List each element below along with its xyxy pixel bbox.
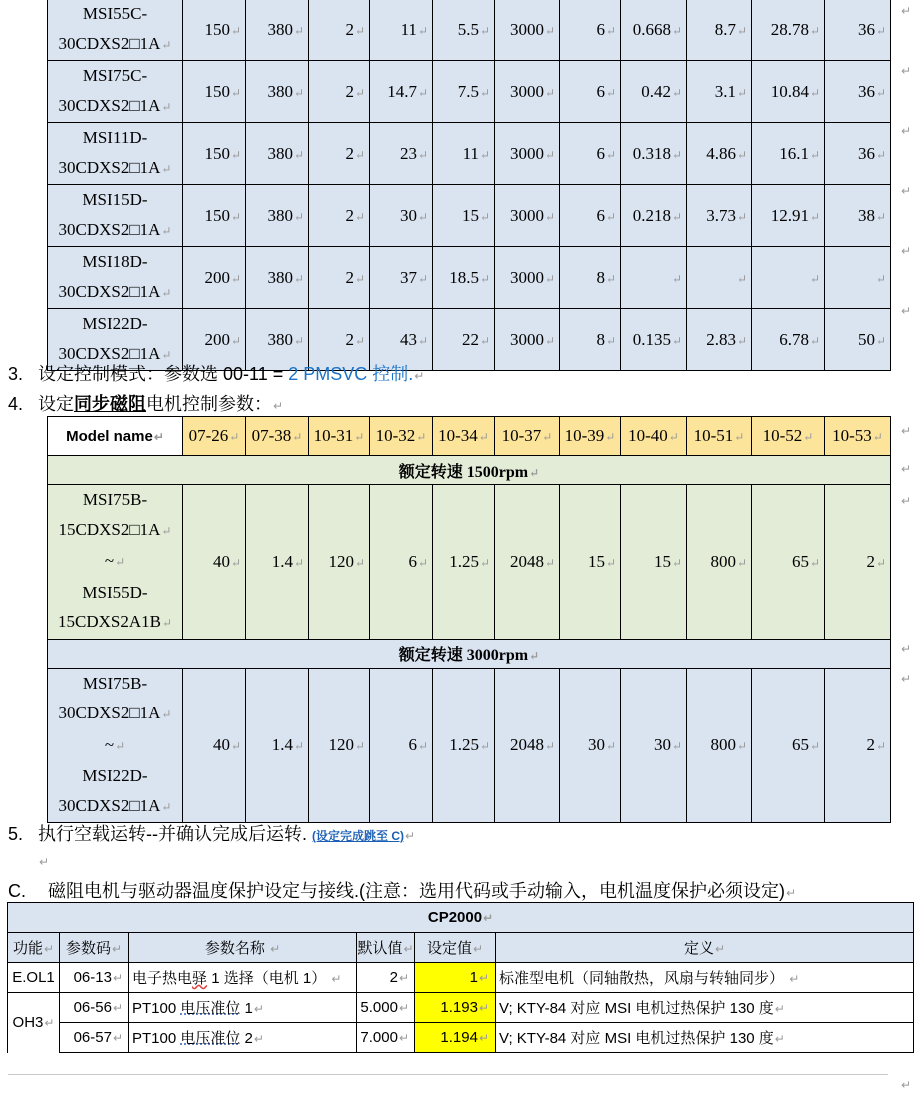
table-row	[48, 61, 891, 123]
col-header-param: 10-34↵	[433, 417, 495, 456]
default-cell: 2↵	[357, 963, 415, 993]
model-name-cell: MSI55C- 30CDXS2□1A↵	[48, 0, 183, 61]
value-cell: 2↵	[309, 123, 370, 185]
value-cell: 6↵	[370, 485, 433, 640]
value-cell: 200↵	[183, 309, 246, 371]
value-cell: 380↵	[246, 0, 309, 61]
value-cell: 30↵	[370, 185, 433, 247]
value-cell: 6↵	[560, 123, 621, 185]
value-cell: 2↵	[309, 247, 370, 309]
value-cell: 8↵	[560, 247, 621, 309]
step-4-number: 4.	[8, 394, 24, 414]
value-cell: 38↵	[825, 185, 891, 247]
step-3-text: 设定控制模式：参数选 00-11 =	[38, 364, 289, 384]
step-3: 3. 设定控制模式：参数选 00-11 = 2 PMSVC 控制.↵	[8, 364, 425, 384]
value-cell: 3000↵	[495, 247, 560, 309]
definition-cell: V; KTY-84 对应 MSI 电机过热保护 130 度↵	[496, 993, 914, 1023]
value-cell: 150↵	[183, 123, 246, 185]
value-cell: 3.73↵	[687, 185, 752, 247]
value-cell: 15↵	[560, 485, 621, 640]
model-name-cell: MSI15D- 30CDXS2□1A↵	[48, 185, 183, 247]
value-cell: 2↵	[825, 485, 891, 640]
col-header-param-name: 参数名称 ↵	[129, 933, 357, 963]
section-c-letter: C.	[8, 881, 26, 901]
step-4-text-post: 电机控制参数：	[146, 394, 272, 414]
value-cell: 0.42↵	[621, 61, 687, 123]
value-cell: ↵	[825, 247, 891, 309]
col-header-param: 10-37↵	[495, 417, 560, 456]
step-5-text: 执行空载运转--并确认完成后运转.	[38, 824, 312, 844]
section-title: 额定转速 3000rpm↵	[48, 639, 891, 668]
value-cell: 200↵	[183, 247, 246, 309]
value-cell: 37↵	[370, 247, 433, 309]
value-cell: 1.25↵	[433, 485, 495, 640]
default-cell: 7.000↵	[357, 1023, 415, 1053]
value-cell: 14.7↵	[370, 61, 433, 123]
col-header-param: 07-26↵	[183, 417, 246, 456]
value-cell: 2↵	[309, 309, 370, 371]
table-row	[8, 993, 914, 1023]
value-cell: 0.318↵	[621, 123, 687, 185]
value-cell: 8.7↵	[687, 0, 752, 61]
value-cell: 36↵	[825, 0, 891, 61]
col-header-default: 默认值↵	[357, 933, 415, 963]
default-cell: 5.000↵	[357, 993, 415, 1023]
value-cell: 65↵	[752, 485, 825, 640]
setting-cell: 1.193↵	[415, 993, 496, 1023]
table-row	[8, 963, 914, 993]
value-cell: 2↵	[309, 185, 370, 247]
func-cell: E.OL1	[8, 963, 60, 993]
value-cell: 50↵	[825, 309, 891, 371]
value-cell: 2.83↵	[687, 309, 752, 371]
value-cell: ↵	[621, 247, 687, 309]
value-cell: 3000↵	[495, 309, 560, 371]
col-header-setting: 设定值↵	[415, 933, 496, 963]
col-header-param: 10-32↵	[370, 417, 433, 456]
col-header-param-code: 参数码↵	[60, 933, 129, 963]
value-cell: 40↵	[183, 485, 246, 640]
value-cell: 1.4↵	[246, 485, 309, 640]
value-cell: 43↵	[370, 309, 433, 371]
value-cell: 36↵	[825, 123, 891, 185]
motor-spec-table	[47, 0, 891, 371]
value-cell: 0.668↵	[621, 0, 687, 61]
definition-cell: 标准型电机（同轴散热，风扇与转轴同步） ↵	[496, 963, 914, 993]
value-cell: 380↵	[246, 247, 309, 309]
value-cell: 4.86↵	[687, 123, 752, 185]
value-cell: 3000↵	[495, 185, 560, 247]
value-cell: 380↵	[246, 185, 309, 247]
func-cell: OH3↵	[8, 993, 60, 1053]
col-header-model-name: Model name↵	[48, 417, 183, 456]
value-cell: 380↵	[246, 123, 309, 185]
table-row	[8, 1023, 914, 1053]
step-5-number: 5.	[8, 824, 24, 844]
code-cell: 06-13↵	[60, 963, 129, 993]
step-4: 4. 设定同步磁阻电机控制参数：↵	[8, 394, 284, 414]
table-row	[48, 247, 891, 309]
value-cell: 0.218↵	[621, 185, 687, 247]
value-cell: 3000↵	[495, 123, 560, 185]
col-header-param: 10-52↵	[752, 417, 825, 456]
name-cell: 电子热电驿 1 选择（电机 1） ↵	[129, 963, 357, 993]
value-cell: 6↵	[370, 668, 433, 823]
value-cell: 3000↵	[495, 0, 560, 61]
value-cell: 15↵	[433, 185, 495, 247]
value-cell: 6↵	[560, 61, 621, 123]
value-cell: 16.1↵	[752, 123, 825, 185]
value-cell: 380↵	[246, 61, 309, 123]
value-cell: 30↵	[621, 668, 687, 823]
col-header-param: 10-40↵	[621, 417, 687, 456]
sync-reluctance-param-table	[47, 416, 891, 823]
value-cell: 28.78↵	[752, 0, 825, 61]
value-cell: 22↵	[433, 309, 495, 371]
value-cell: 11↵	[370, 0, 433, 61]
jump-to-c-link[interactable]: (设定完成跳至 C)	[312, 829, 404, 843]
code-cell: 06-56↵	[60, 993, 129, 1023]
value-cell: 40↵	[183, 668, 246, 823]
col-header-param: 10-31↵	[309, 417, 370, 456]
setting-cell: 1↵	[415, 963, 496, 993]
table-row	[48, 668, 891, 823]
value-cell: ↵	[687, 247, 752, 309]
section-c-heading: C. 磁阻电机与驱动器温度保护设定与接线.(注意：选用代码或手动输入，电机温度保护必须设定)↵	[8, 881, 797, 901]
value-cell: 15↵	[621, 485, 687, 640]
table-row	[48, 123, 891, 185]
value-cell: 2048↵	[495, 485, 560, 640]
model-name-cell: MSI18D- 30CDXS2□1A↵	[48, 247, 183, 309]
model-name-cell: MSI22D- 30CDXS2□1A↵	[48, 309, 183, 371]
step-3-number: 3.	[8, 364, 24, 384]
value-cell: 10.84↵	[752, 61, 825, 123]
value-cell: 6↵	[560, 185, 621, 247]
value-cell: 12.91↵	[752, 185, 825, 247]
step-3-value: 2 PMSVC 控制.	[288, 364, 414, 384]
value-cell: 30↵	[560, 668, 621, 823]
value-cell: 150↵	[183, 61, 246, 123]
value-cell: 5.5↵	[433, 0, 495, 61]
value-cell: 18.5↵	[433, 247, 495, 309]
value-cell: 3000↵	[495, 61, 560, 123]
step-4-text: 设定	[38, 394, 74, 414]
model-name-cell: MSI11D- 30CDXS2□1A↵	[48, 123, 183, 185]
value-cell: 6↵	[560, 0, 621, 61]
value-cell: 0.135↵	[621, 309, 687, 371]
section-c-text: 磁阻电机与驱动器温度保护设定与接线.(注意：选用代码或手动输入，电机温度保护必须设定)	[48, 881, 785, 901]
value-cell: 800↵	[687, 668, 752, 823]
value-cell: 11↵	[433, 123, 495, 185]
value-cell: 2↵	[309, 0, 370, 61]
table-row	[48, 0, 891, 61]
col-header-param: 10-53↵	[825, 417, 891, 456]
value-cell: 380↵	[246, 309, 309, 371]
table-row	[48, 485, 891, 640]
definition-cell: V; KTY-84 对应 MSI 电机过热保护 130 度↵	[496, 1023, 914, 1053]
value-cell: 150↵	[183, 185, 246, 247]
value-cell: 1.4↵	[246, 668, 309, 823]
col-header-definition: 定义↵	[496, 933, 914, 963]
value-cell: 120↵	[309, 485, 370, 640]
col-header-param: 10-39↵	[560, 417, 621, 456]
col-header-function: 功能↵	[8, 933, 60, 963]
value-cell: 2↵	[309, 61, 370, 123]
value-cell: 2048↵	[495, 668, 560, 823]
value-cell: 3.1↵	[687, 61, 752, 123]
col-header-param: 10-51↵	[687, 417, 752, 456]
name-cell: PT100 电压准位 2↵	[129, 1023, 357, 1053]
setting-cell: 1.194↵	[415, 1023, 496, 1053]
value-cell: 1.25↵	[433, 668, 495, 823]
value-cell: 8↵	[560, 309, 621, 371]
name-cell: PT100 电压准位 1↵	[129, 993, 357, 1023]
value-cell: 2↵	[825, 668, 891, 823]
value-cell: 23↵	[370, 123, 433, 185]
value-cell: 65↵	[752, 668, 825, 823]
step-4-bold: 同步磁阻	[74, 394, 146, 414]
cp2000-temp-protect-table	[7, 902, 914, 1053]
col-header-param: 07-38↵	[246, 417, 309, 456]
table-caption: CP2000↵	[8, 903, 914, 933]
value-cell: ↵	[752, 247, 825, 309]
value-cell: 120↵	[309, 668, 370, 823]
model-name-cell: MSI75C- 30CDXS2□1A↵	[48, 61, 183, 123]
step-5: 5. 执行空载运转--并确认完成后运转. (设定完成跳至 C)↵	[8, 824, 416, 844]
value-cell: 6.78↵	[752, 309, 825, 371]
value-cell: 150↵	[183, 0, 246, 61]
page-footer-divider	[8, 1074, 888, 1095]
value-cell: 800↵	[687, 485, 752, 640]
code-cell: 06-57↵	[60, 1023, 129, 1053]
section-title: 额定转速 1500rpm↵	[48, 456, 891, 485]
value-cell: 7.5↵	[433, 61, 495, 123]
model-range-cell: MSI75B- 15CDXS2□1A↵ ~↵ MSI55D- 15CDXS2A1B↵	[48, 485, 183, 640]
model-range-cell: MSI75B- 30CDXS2□1A↵ ~↵ MSI22D- 30CDXS2□1A↵	[48, 668, 183, 823]
value-cell: 36↵	[825, 61, 891, 123]
table-row	[48, 185, 891, 247]
